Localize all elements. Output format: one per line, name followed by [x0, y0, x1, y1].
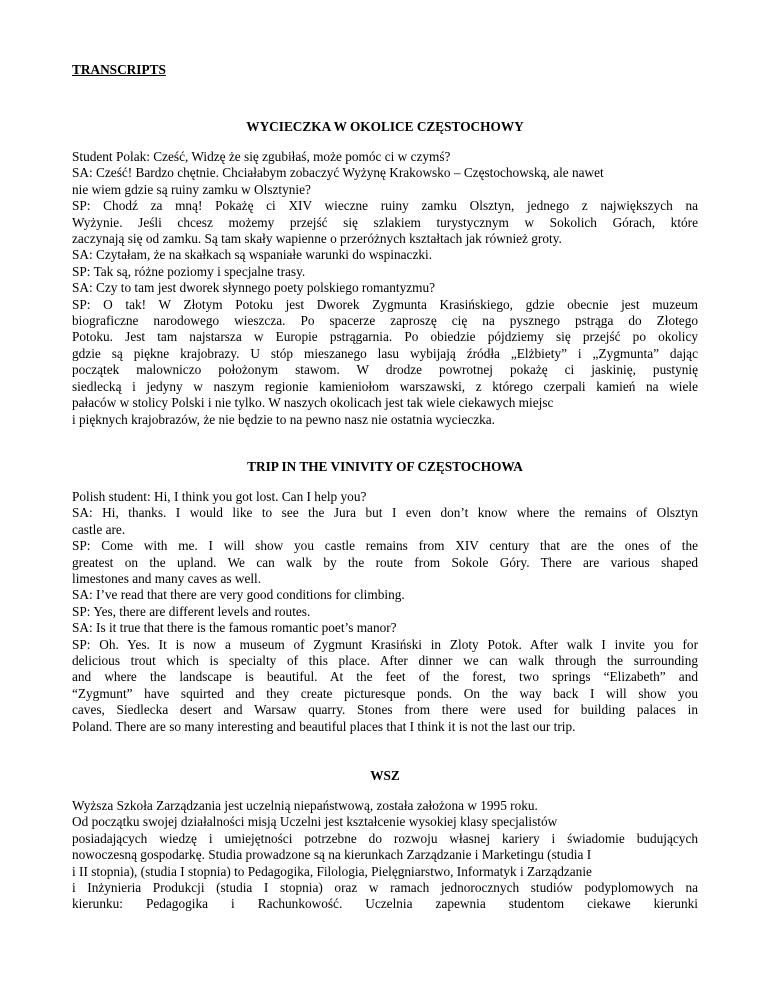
section-heading-wsz: WSZ [370, 768, 400, 783]
section-body-english [72, 489, 698, 735]
section-heading-polish: WYCIECZKA W OKOLICE CZĘSTOCHOWY [246, 119, 524, 134]
text-line: Wyżynie. Jeśli chcesz możemy przejść się szlakiem turystycznym w Sokolich Górach, które [72, 214, 698, 230]
section-body-wsz [72, 798, 698, 913]
document-title: TRANSCRIPTS [72, 62, 166, 77]
text-line: “Zygmunt” have squirted and they create picturesque ponds. On the way back I will show you [72, 685, 698, 701]
text-line: Polish student: Hi, I think you got lost. Can I help you? [72, 489, 367, 504]
text-line: castle are. [72, 521, 126, 537]
text-line: delicious trout which is specialty of this place. After dinner we can walk through the surrounding [72, 653, 698, 669]
text-line: SA: Czytałam, że na skałkach są wspaniałe warunki do wspinaczki. [72, 247, 433, 263]
text-line: SA: Czy to tam jest dworek słynnego poety polskiego romantyzmu? [72, 280, 436, 296]
text-line: nie wiem gdzie są ruiny zamku w Olsztynie? [72, 181, 311, 197]
text-line: SA: Cześć! Bardzo chętnie. Chciałabym zobaczyć Wyżynę Krakowsko – Częstochowską, ale nawet [72, 165, 604, 181]
text-line: Potoku. Jest tam najstarsza w Europie pstrągarnia. Po obiedzie pójdziemy się przejść po okolicy [72, 329, 698, 345]
text-line: SA: Is it true that there is the famous romantic poet’s manor? [72, 620, 397, 636]
text-line: gdzie są piękne krajobrazy. U stóp mieszanego lasu wybijają źródła „Elżbiety” i „Zygmunta” dając [72, 345, 698, 361]
text-line: greatest on the upland. We can walk by the route from Sokole Góry. There are various shaped [72, 554, 698, 570]
text-line: siedlecką i jedyny w naszym regionie kamieniołom warszawski, z którego czerpali kamień na wiele [72, 378, 698, 394]
text-line: Od początku swojej działalności misją Uczelni jest kształcenie wysokiej klasy specjalistów [72, 814, 558, 830]
text-line: Poland. There are so many interesting and beautiful places that I think it is not the last our trip. [72, 718, 576, 734]
text-line: posiadających wiedzę i umiejętności potrzebne do rozwoju własnej kariery i świadomie budujących [72, 830, 698, 846]
text-line: SA: I’ve read that there are very good conditions for climbing. [72, 587, 405, 603]
text-line: zaczynają się od zamku. Są tam skały wapienne o przeróżnych kształtach jak również groty. [72, 231, 562, 247]
text-line: biograficzne narodowego wieszcza. Po spacerze zaproszę cię na pysznego pstrąga do Złotego [72, 313, 698, 329]
text-line: kierunku: Pedagogika i Rachunkowość. Uczelnia zapewnia studentom ciekawe kierunki [72, 896, 698, 912]
text-line: i pięknych krajobrazów, że nie będzie to na pewno nasz nie ostatnia wycieczka. [72, 411, 495, 427]
text-line: Wyższa Szkoła Zarządzania jest uczelnią niepaństwową, została założona w 1995 roku. [72, 798, 538, 813]
text-line: SP: Chodź za mną! Pokażę ci XIV wieczne ruiny zamku Olsztyn, jednego z największych na [72, 198, 698, 214]
text-line: SP: Yes, there are different levels and routes. [72, 603, 311, 619]
text-line: caves, Siedlecka desert and Warsaw quarry. Stones from there were used for building palaces in [72, 702, 698, 718]
text-line: Student Polak: Cześć, Widzę że się zgubiłaś, może pomóc ci w czymś? [72, 149, 451, 164]
section-heading-english: TRIP IN THE VINIVITY OF CZĘSTOCHOWA [247, 459, 523, 474]
text-line: nowoczesną gospodarkę. Studia prowadzone są na kierunkach Zarządzanie i Marketingu (studia I [72, 847, 592, 863]
text-line: SP: Come with me. I will show you castle remains from XIV century that are the ones of the [72, 538, 698, 554]
text-line: pałaców w stolicy Polski i nie tylko. W naszych okolicach jest tak wiele ciekawych miejsc [72, 395, 554, 411]
text-line: początek malowniczo położonym stawom. W drodze powrotnej pokażę ci jaskinię, pustynię [72, 362, 698, 378]
text-line: SP: O tak! W Złotym Potoku jest Dworek Zygmunta Krasińskiego, gdzie obecnie jest muzeum [72, 296, 698, 312]
text-line: SA: Hi, thanks. I would like to see the Jura but I even don’t know where the remains of Olsztyn [72, 505, 698, 521]
text-line: limestones and many caves as well. [72, 571, 262, 587]
section-body-polish [72, 149, 698, 428]
text-line: SP: Tak są, różne poziomy i specjalne trasy. [72, 263, 306, 279]
text-line: SP: Oh. Yes. It is now a museum of Zygmunt Krasiński in Zloty Potok. After walk I invite you for [72, 636, 698, 652]
text-line: i Inżynieria Produkcji (studia I stopnia) oraz w ramach jednorocznych studiów podyplomowych na [72, 880, 698, 896]
text-line: and where the landscape is beautiful. At the feet of the forest, two springs “Elizabeth” and [72, 669, 698, 685]
text-line: i II stopnia), (studia I stopnia) to Pedagogika, Filologia, Pielęgniarstwo, Informatyk i Zarządzanie [72, 863, 592, 879]
